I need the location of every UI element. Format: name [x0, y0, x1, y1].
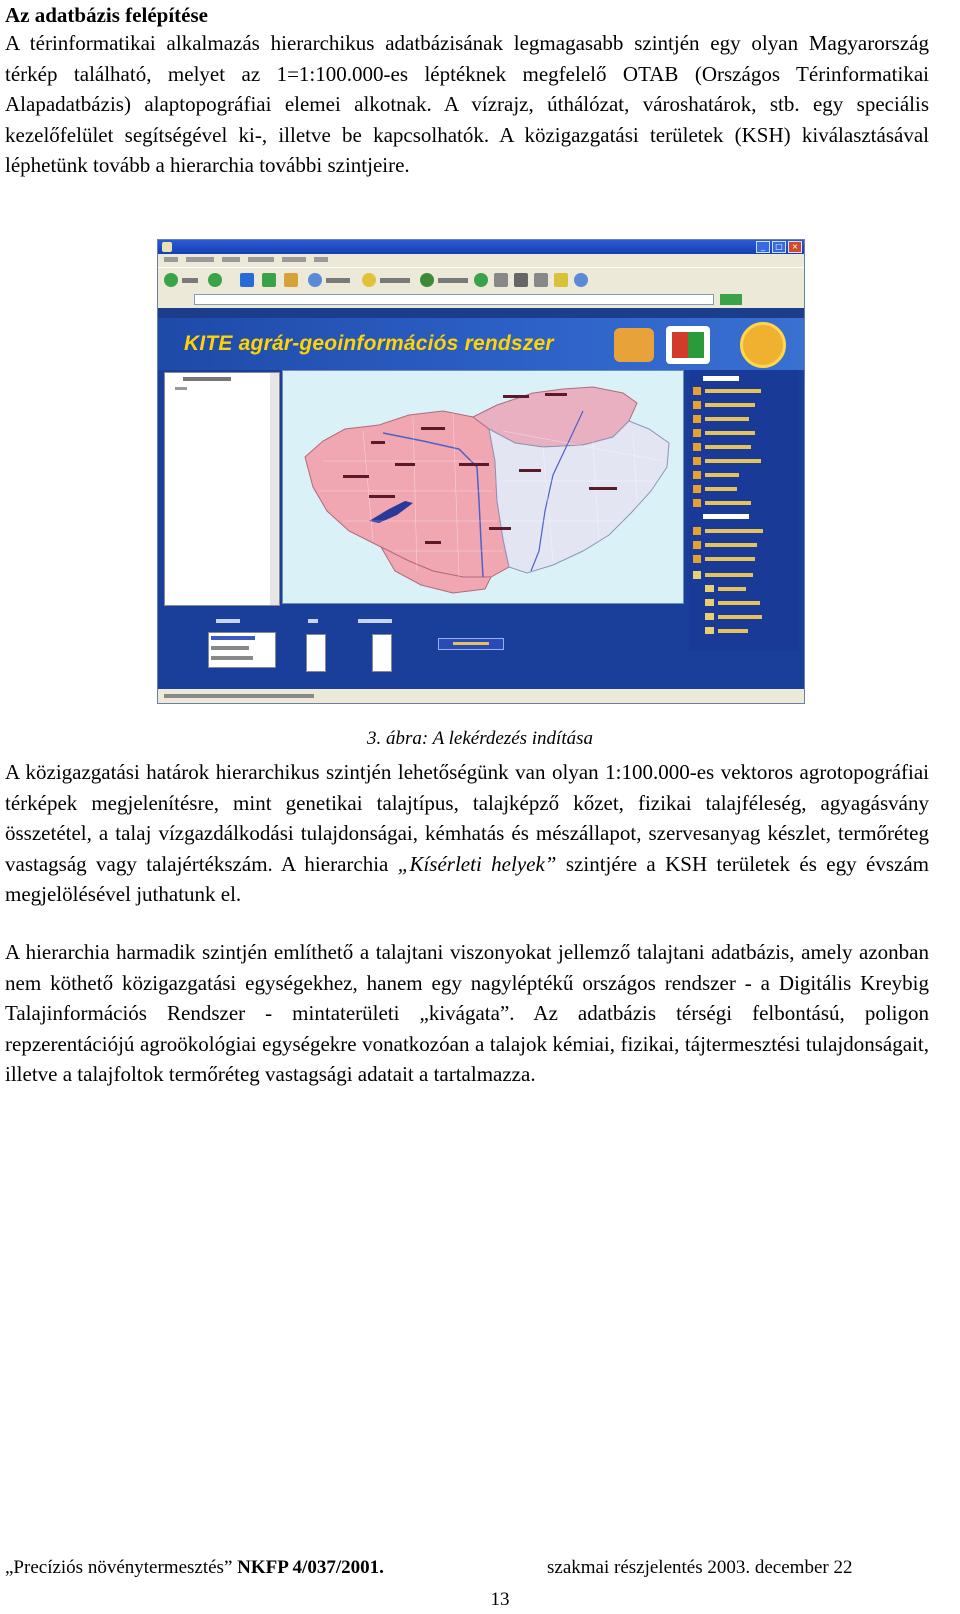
app-banner — [158, 318, 804, 370]
edit-icon — [534, 273, 548, 287]
area-input-box — [372, 634, 392, 672]
print-icon — [514, 273, 528, 287]
logo-icon — [614, 328, 654, 362]
favorites-icon — [362, 273, 376, 287]
back-icon — [164, 273, 178, 287]
browser-statusbar — [158, 689, 804, 703]
mail-icon — [494, 273, 508, 287]
search-icon — [308, 273, 322, 287]
browser-toolbar — [158, 267, 804, 292]
paragraph-levels — [5, 757, 929, 910]
window-controls — [756, 241, 802, 253]
hungary-map — [283, 371, 683, 603]
home-icon — [284, 273, 298, 287]
logo-icon — [666, 326, 710, 364]
para2-italic-term: „Kísérleti helyek” — [397, 851, 557, 876]
address-bar — [158, 292, 804, 308]
messenger-icon — [574, 273, 588, 287]
section-heading: Az adatbázis felépítése — [5, 3, 208, 27]
address-field — [194, 294, 714, 305]
stop-icon — [240, 273, 254, 287]
folder-icon — [554, 273, 568, 287]
refresh-icon — [262, 273, 276, 287]
footer-code: NKFP 4/037/2001. — [237, 1557, 384, 1578]
close-icon: × — [788, 241, 802, 253]
menu-panel — [689, 370, 799, 650]
page-number: 13 — [490, 1589, 510, 1610]
query-button — [438, 638, 504, 650]
maximize-icon: □ — [772, 241, 786, 253]
footer-report: szakmai részjelentés 2003. december 22 — [547, 1557, 853, 1578]
figure-screenshot — [157, 239, 805, 704]
year-input-box — [306, 634, 326, 672]
minimize-icon: _ — [756, 241, 770, 253]
media-icon — [420, 273, 434, 287]
layer-tree-panel — [164, 372, 280, 606]
logo-icon — [740, 322, 786, 368]
footer-title: „Precíziós növénytermesztés” — [5, 1557, 238, 1578]
links-bar — [158, 308, 804, 318]
paragraph-intro: A térinformatikai alkalmazás hierarchikus adatbázisának legmagasabb szintjén egy olyan Magyarország térkép található, melyet az 1=1:100.000-es léptéknek megfelelő OTAB (Országos Térinformatikai Alapadatbázis) alaptopográfiai elemei alkotnak. A vízrajz, úthálózat, városhatárok, stb. egy speciális kezelőfelület segítségével ki-, illetve be kapcsolhatók. A közigazgatási területek (KSH) kiválasztásával léphetünk tovább a hierarchia további szintjeire. — [5, 31, 929, 177]
browser-window-icon — [162, 242, 172, 252]
figure-caption: 3. ábra: A lekérdezés indítása — [366, 728, 594, 749]
history-icon — [474, 273, 488, 287]
ksh-select-list — [208, 632, 276, 668]
paragraph-third-level: A hierarchia harmadik szintjén említhető a talajtani viszonyokat jellemző talajtani adatbázis, amely azonban nem köthető közigazgatási egységekhez, hanem egy nagyléptékű országos rendszer - a Digitális Kreybig Talajinformációs Rendszer - mintaterületi „kivágata”. Az adatbázis térségi felbontású, poligon repzerentációjú agroökológiai egységekre vonatkozóan a talajok kémiai, fizikai, tájtermesztési tulajdonságait, illetve a talajfoltok termőréteg vastagsági adatait a tartalmazza. — [5, 940, 929, 1086]
footer-project — [5, 1557, 384, 1579]
browser-menubar — [158, 254, 804, 267]
map-panel — [282, 370, 684, 604]
para2-text-a: A közigazgatási határok hierarchikus szintjén lehetőségünk van olyan 1:100.000-es vektoros agrotopográfiai térképek megjelenítésre, mint genetikai talajtípus, talajképző kőzet, fizikai talajféleség, agyagásvány összetétel, a talaj vízgazdálkodási tulajdonságai, kémhatás és mészállapot, szervesanyag készlet, termőréteg vastagság vagy talajértékszám. A hierarchia — [5, 760, 929, 876]
para2-text-b: szintjére a KSH területek és egy évszám megjelölésével juthatunk el. — [5, 851, 929, 906]
query-controls — [158, 612, 689, 684]
forward-icon — [208, 273, 222, 287]
browser-titlebar — [158, 240, 804, 254]
banner-title: KITE agrár-geoinformációs rendszer — [184, 332, 554, 355]
go-button — [720, 294, 742, 305]
